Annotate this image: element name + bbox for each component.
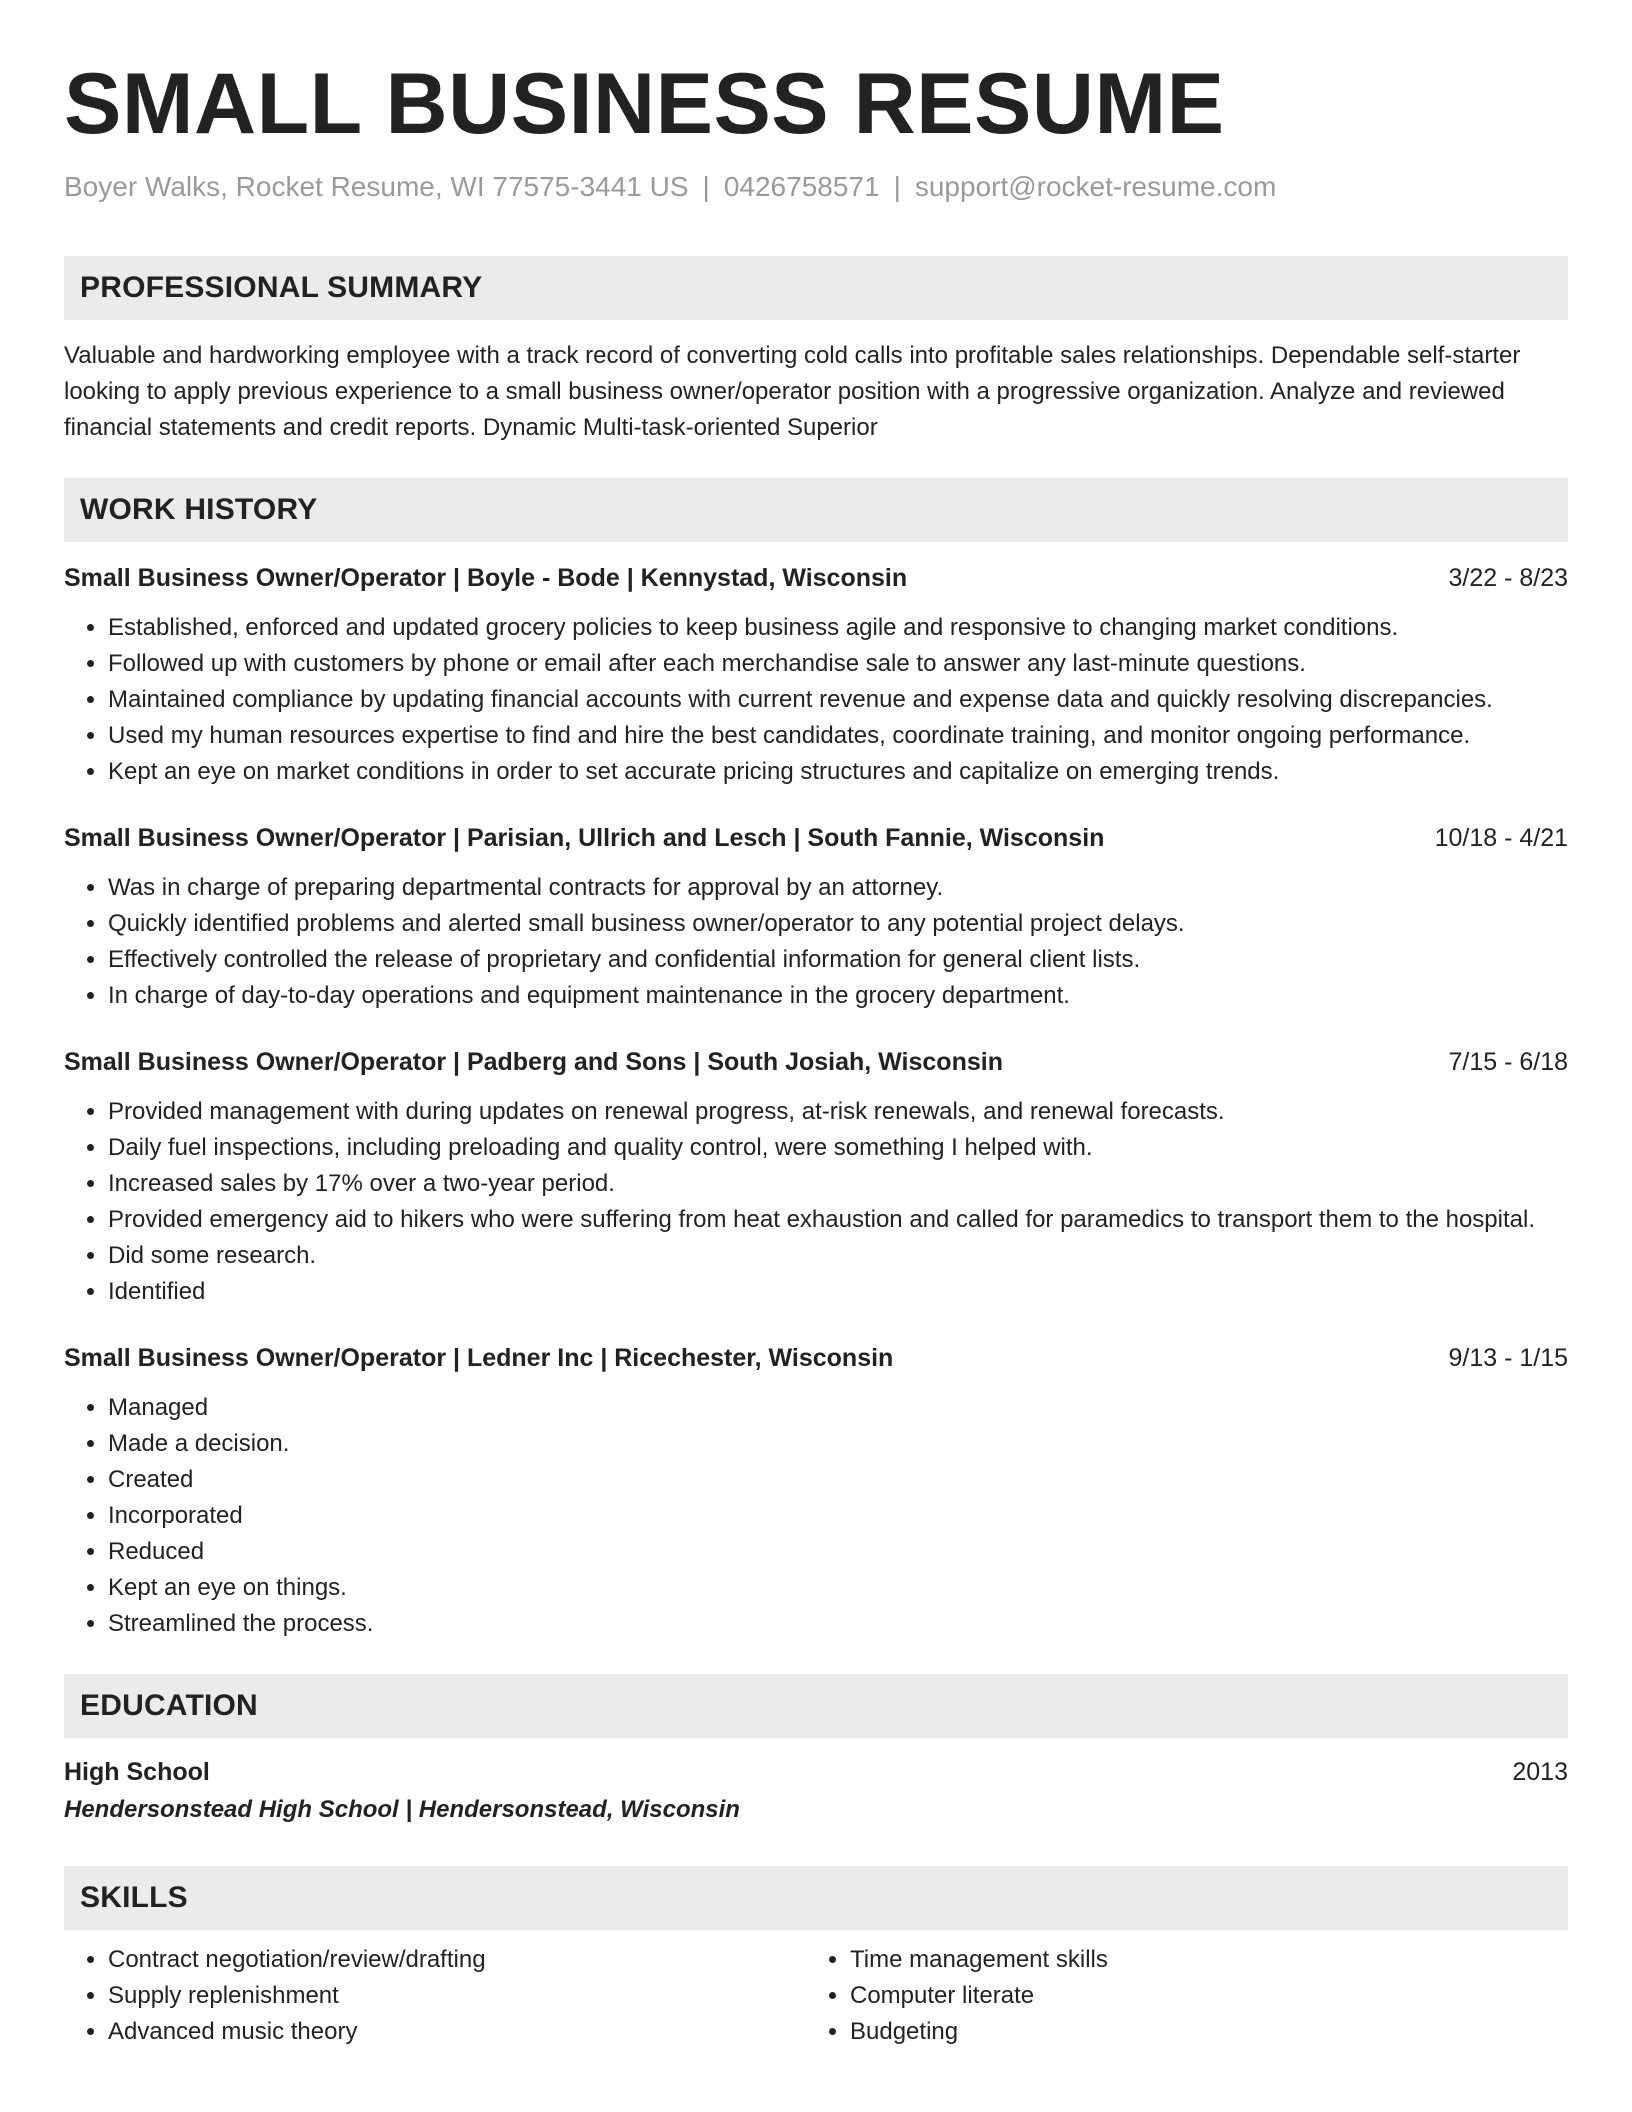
job-title: Small Business Owner/Operator | Parisian, Ullrich and Lesch | South Fannie, Wisconsin xyxy=(64,824,1105,852)
education-header xyxy=(64,1754,1568,1790)
job-bullet: • Kept an eye on things. xyxy=(108,1570,1568,1606)
skills-column-left xyxy=(64,1942,806,2050)
job-bullet: • Kept an eye on market conditions in order to set accurate pricing structures and capitalize on emerging trends. xyxy=(108,754,1568,790)
job-header xyxy=(64,1044,1568,1080)
job-bullet: • Managed xyxy=(108,1390,1568,1426)
job-bullet-list xyxy=(64,870,1568,1014)
contact-line xyxy=(64,170,1568,204)
contact-separator: | xyxy=(702,171,710,202)
job-bullet-list xyxy=(64,1094,1568,1310)
summary-text: Valuable and hardworking employee with a track record of converting cold calls into profitable sales relationships. Dependable self-starter looking to apply previous experience to a small business owner/operator position with a progressive organization. Analyze and reviewed financial statements and credit reports. Dynamic Multi-task-oriented Superior xyxy=(64,342,1521,441)
job-bullet: • Did some research. xyxy=(108,1238,1568,1274)
job-bullet: • Made a decision. xyxy=(108,1426,1568,1462)
resume-title: SMALL BUSINESS RESUME xyxy=(64,56,1225,152)
contact-address: Boyer Walks, Rocket Resume, WI 77575-3441 US xyxy=(64,171,689,202)
job-bullet: • Created xyxy=(108,1462,1568,1498)
skills-list xyxy=(64,1942,1568,2050)
job-bullet: • In charge of day-to-day operations and equipment maintenance in the grocery department. xyxy=(108,978,1568,1014)
job-entry xyxy=(64,820,1568,1014)
job-bullet-list xyxy=(64,1390,1568,1642)
skill-item: • Budgeting xyxy=(850,2014,1548,2050)
job-bullet: • Daily fuel inspections, including preloading and quality control, were something I helped with. xyxy=(108,1130,1568,1166)
resume-page xyxy=(64,0,1568,2050)
job-dates: 9/13 - 1/15 xyxy=(1448,1344,1568,1372)
job-bullet: • Followed up with customers by phone or email after each merchandise sale to answer any last-minute questions. xyxy=(108,646,1568,682)
job-header xyxy=(64,820,1568,856)
job-bullet: • Streamlined the process. xyxy=(108,1606,1568,1642)
contact-phone: 0426758571 xyxy=(723,171,880,202)
skills-column-right xyxy=(806,1942,1548,2050)
job-bullet: • Provided emergency aid to hikers who were suffering from heat exhaustion and called for paramedics to transport them to the hospital. xyxy=(108,1202,1568,1238)
skill-item: • Time management skills xyxy=(850,1942,1548,1978)
education-year: 2013 xyxy=(1512,1758,1568,1786)
skill-item: • Supply replenishment xyxy=(108,1978,806,2014)
contact-email: support@rocket-resume.com xyxy=(914,171,1277,202)
job-entry xyxy=(64,1340,1568,1642)
job-dates: 10/18 - 4/21 xyxy=(1434,824,1568,852)
job-bullet: • Identified xyxy=(108,1274,1568,1310)
job-bullet: • Provided management with during updates on renewal progress, at-risk renewals, and renewal forecasts. xyxy=(108,1094,1568,1130)
job-entry xyxy=(64,1044,1568,1310)
skill-item: • Computer literate xyxy=(850,1978,1548,2014)
job-bullet: • Used my human resources expertise to find and hire the best candidates, coordinate training, and monitor ongoing performance. xyxy=(108,718,1568,754)
education-degree: High School xyxy=(64,1758,210,1786)
job-bullet: • Effectively controlled the release of proprietary and confidential information for general client lists. xyxy=(108,942,1568,978)
job-title: Small Business Owner/Operator | Padberg and Sons | South Josiah, Wisconsin xyxy=(64,1048,1003,1076)
job-header xyxy=(64,560,1568,596)
section-heading-work-history: WORK HISTORY xyxy=(64,478,1568,542)
job-title: Small Business Owner/Operator | Ledner Inc | Ricechester, Wisconsin xyxy=(64,1344,894,1372)
job-bullet: • Increased sales by 17% over a two-year period. xyxy=(108,1166,1568,1202)
education-school: Hendersonstead High School | Hendersonstead, Wisconsin xyxy=(64,1796,740,1823)
contact-separator: | xyxy=(893,171,901,202)
job-dates: 7/15 - 6/18 xyxy=(1448,1048,1568,1076)
job-entry xyxy=(64,560,1568,790)
job-bullet: • Incorporated xyxy=(108,1498,1568,1534)
section-heading-skills: SKILLS xyxy=(64,1866,1568,1930)
job-bullet-list xyxy=(64,610,1568,790)
skill-item: • Advanced music theory xyxy=(108,2014,806,2050)
education-entry xyxy=(64,1754,1568,1830)
job-bullet: • Maintained compliance by updating financial accounts with current revenue and expense data and quickly resolving discrepancies. xyxy=(108,682,1568,718)
job-bullet: • Quickly identified problems and alerted small business owner/operator to any potential project delays. xyxy=(108,906,1568,942)
skill-item: • Contract negotiation/review/drafting xyxy=(108,1942,806,1978)
job-bullet: • Was in charge of preparing departmental contracts for approval by an attorney. xyxy=(108,870,1568,906)
section-heading-summary: PROFESSIONAL SUMMARY xyxy=(64,256,1568,320)
job-bullet: • Reduced xyxy=(108,1534,1568,1570)
job-dates: 3/22 - 8/23 xyxy=(1448,564,1568,592)
section-heading-education: EDUCATION xyxy=(64,1674,1568,1738)
job-title: Small Business Owner/Operator | Boyle - Bode | Kennystad, Wisconsin xyxy=(64,564,908,592)
job-header xyxy=(64,1340,1568,1376)
job-bullet: • Established, enforced and updated grocery policies to keep business agile and responsive to changing market conditions. xyxy=(108,610,1568,646)
